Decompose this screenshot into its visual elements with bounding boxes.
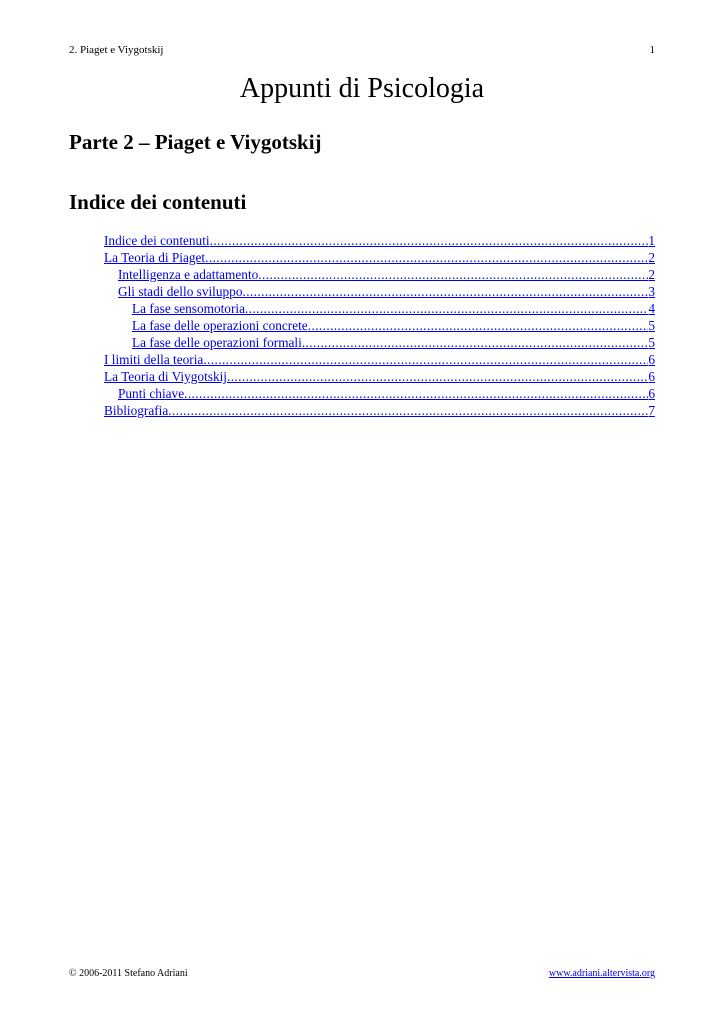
- toc-entry-page: 6: [648, 352, 655, 367]
- toc-leader-dots: [184, 385, 648, 402]
- toc-leader-dots: [302, 334, 649, 351]
- toc-entry-page: 6: [648, 386, 655, 401]
- toc-entry-page: 2: [648, 267, 655, 282]
- toc-entry[interactable]: [104, 368, 655, 385]
- toc-leader-dots: [205, 249, 648, 266]
- toc-entry-page: 3: [648, 284, 655, 299]
- toc-entry-label: Indice dei contenuti: [104, 233, 210, 248]
- toc-entry[interactable]: [104, 385, 655, 402]
- toc-entry-page: 6: [648, 369, 655, 384]
- running-header-title: 2. Piaget e Viygotskij: [69, 44, 164, 56]
- toc-entry-page: 5: [648, 318, 655, 333]
- toc-entry-label: La Teoria di Viygotskij: [104, 369, 227, 384]
- toc-leader-dots: [245, 300, 648, 317]
- toc-leader-dots: [308, 317, 649, 334]
- footer-website-link[interactable]: www.adriani.altervista.org: [548, 968, 655, 979]
- toc-entry-page: 7: [648, 403, 655, 418]
- toc-entry-label: La fase delle operazioni formali: [132, 335, 302, 350]
- toc-leader-dots: [227, 368, 648, 385]
- toc-entry-page: 4: [648, 301, 655, 316]
- toc-entry[interactable]: [104, 249, 655, 266]
- toc-entry-label: Bibliografia: [104, 403, 169, 418]
- toc-entry[interactable]: [104, 334, 655, 351]
- toc-leader-dots: [258, 266, 648, 283]
- toc-entry-label: I limiti della teoria: [104, 352, 204, 367]
- toc-entry-label: La Teoria di Piaget: [104, 250, 206, 265]
- toc-entry[interactable]: [104, 300, 655, 317]
- toc-entry[interactable]: [104, 266, 655, 283]
- toc-entry-page: 5: [648, 335, 655, 350]
- toc-entry-label: Punti chiave: [118, 386, 185, 401]
- page-number: 1: [649, 44, 655, 56]
- toc-leader-dots: [203, 351, 648, 368]
- document-title: Appunti di Psicologia: [239, 73, 485, 104]
- toc-leader-dots: [168, 402, 648, 419]
- toc-entry-label: Gli stadi dello sviluppo: [118, 284, 243, 299]
- table-of-contents: [104, 232, 655, 419]
- toc-entry[interactable]: [104, 402, 655, 419]
- toc-entry[interactable]: [104, 232, 655, 249]
- toc-leader-dots: [242, 283, 648, 300]
- toc-entry-label: La fase delle operazioni concrete: [132, 318, 308, 333]
- toc-leader-dots: [210, 232, 649, 249]
- toc-entry[interactable]: [104, 317, 655, 334]
- toc-entry-label: Intelligenza e adattamento: [118, 267, 259, 282]
- part-title: Parte 2 – Piaget e Viygotskij: [69, 130, 322, 154]
- toc-entry[interactable]: [104, 283, 655, 300]
- toc-entry[interactable]: [104, 351, 655, 368]
- toc-entry-page: 1: [648, 233, 655, 248]
- footer-copyright: © 2006-2011 Stefano Adriani: [69, 968, 188, 979]
- toc-entry-page: 2: [648, 250, 655, 265]
- toc-entry-label: La fase sensomotoria: [132, 301, 245, 316]
- toc-heading: Indice dei contenuti: [69, 190, 247, 214]
